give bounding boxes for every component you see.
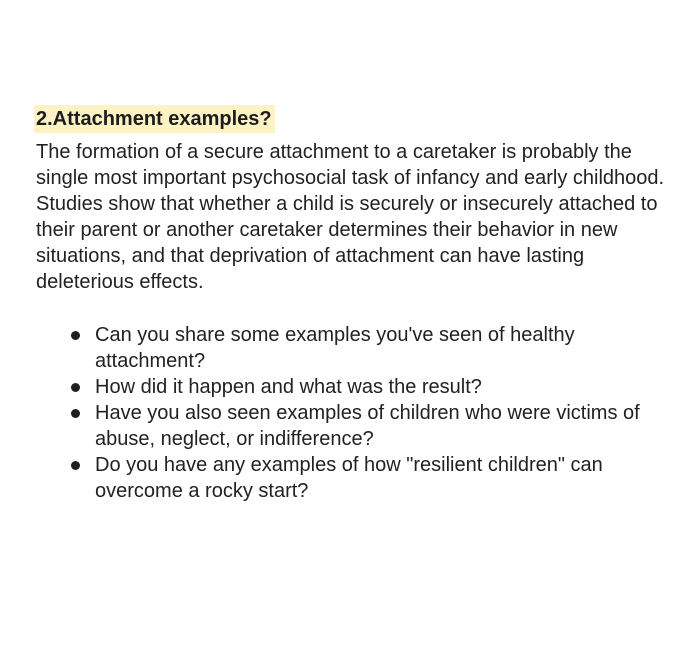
document-content (36, 105, 676, 504)
list-item (36, 374, 665, 400)
list-item-text: Have you also seen examples of children who were victims of abuse, neglect, or indifference? (95, 402, 640, 450)
section-heading: 2.Attachment examples? (34, 105, 275, 133)
bullet-icon (71, 461, 80, 470)
list-item-text: How did it happen and what was the result? (95, 376, 482, 398)
question-list (36, 322, 676, 504)
bullet-icon (71, 331, 80, 340)
bullet-icon (71, 409, 80, 418)
list-item-text: Do you have any examples of how "resilient children" can overcome a rocky start? (95, 454, 603, 502)
list-item (36, 452, 665, 504)
body-paragraph: The formation of a secure attachment to a caretaker is probably the single most important psychosocial task of infancy and early childhood. Studies show that whether a child is securely or insecurely attached to their parent or another caretaker determines their behavior in new situations, and that deprivation of attachment can have lasting deleterious effects. (36, 141, 665, 293)
list-item (36, 322, 665, 374)
bullet-icon (71, 383, 80, 392)
list-item-text: Can you share some examples you've seen of healthy attachment? (95, 324, 575, 372)
list-item (36, 400, 665, 452)
